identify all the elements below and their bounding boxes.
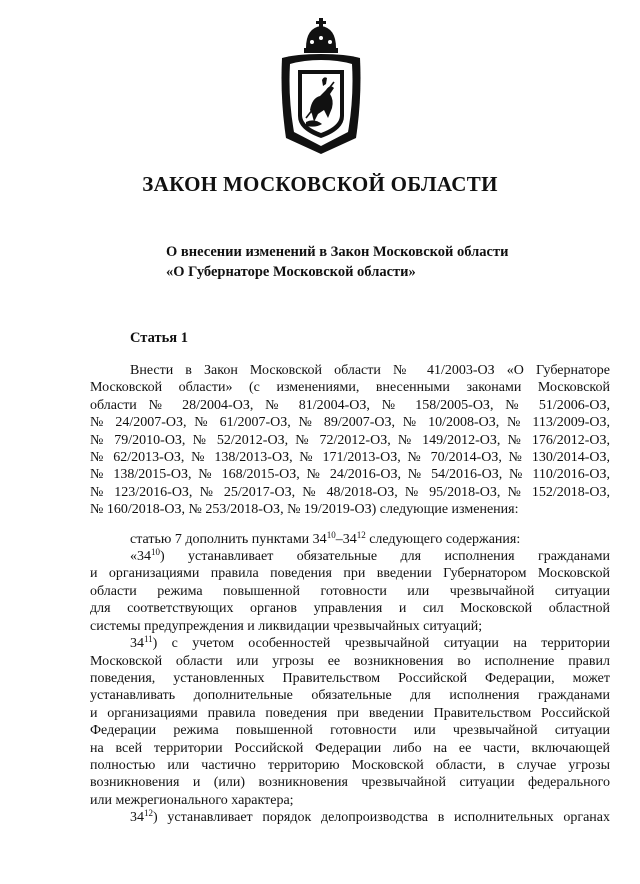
text-line: и организациями правила поведения при введении Губернатором Московской (90, 566, 610, 582)
text-line: Внести в Закон Московской области № 41/2003-ОЗ «О Губернаторе (130, 363, 610, 378)
text-fragment: следующего содержания: (365, 531, 521, 547)
text-line: № 79/2010-ОЗ, № 52/2012-ОЗ, № 72/2012-ОЗ, № 149/2012-ОЗ, № 176/2012-ОЗ, (90, 432, 610, 448)
text-fragment: –34 (335, 531, 357, 547)
text-line: на всей территории Российской Федерации либо на ее части, включающей (90, 740, 610, 756)
text-line: № 123/2016-ОЗ, № 25/2017-ОЗ, № 48/2018-ОЗ, № 95/2018-ОЗ, № 152/2018-ОЗ, (90, 484, 610, 500)
text-line: № 138/2015-ОЗ, № 168/2015-ОЗ, № 24/2016-ОЗ, № 54/2016-ОЗ, № 110/2016-ОЗ, (90, 467, 610, 483)
superscript: 12 (144, 808, 153, 819)
text-line (90, 531, 610, 548)
text-line: № 160/2018-ОЗ, № 253/2018-ОЗ, № 19/2019-ОЗ) следующие изменения: (90, 502, 519, 518)
article-heading: Статья 1 (130, 330, 188, 346)
text-fragment: статью 7 дополнить пунктами 34 (130, 531, 327, 547)
text-line: и организациями правила поведения при введении Правительством Российской (90, 705, 610, 721)
superscript: 11 (144, 634, 153, 645)
text-line: области № 28/2004-ОЗ, № 81/2004-ОЗ, № 158/2005-ОЗ, № 51/2006-ОЗ, (90, 397, 610, 413)
text-fragment: ) устанавливает обязательные для исполнения гражданами (160, 549, 610, 565)
text-line: или межрегионального характера; (90, 792, 294, 808)
text-line: Московской области» (с изменениями, внесенными законами Московской (90, 380, 610, 396)
text-line: Федерации режима повышенной готовности или чрезвычайной ситуации (90, 723, 610, 739)
text-line: системы предупреждения и ликвидации чрезвычайных ситуаций; (90, 618, 483, 634)
text-line: полностью или частично территорию Московской области, в случае угрозы (90, 757, 610, 773)
subtitle-line: О внесении изменений в Закон Московской области (166, 244, 509, 260)
text-line: области режима повышенной готовности или чрезвычайной ситуации (90, 583, 610, 599)
text-fragment: ) с учетом особенностей чрезвычайной ситуации на территории (152, 636, 610, 652)
text-line: поведения, установленных Правительством Российской Федерации, может (90, 670, 610, 686)
text-fragment: «34 (130, 549, 151, 565)
text-line: № 24/2007-ОЗ, № 61/2007-ОЗ, № 89/2007-ОЗ, № 10/2008-ОЗ, № 113/2009-ОЗ, (90, 415, 610, 431)
text-line: возникновения и (или) возникновения чрезвычайной ситуации федерального (90, 775, 610, 791)
subtitle-line: «О Губернаторе Московской области» (166, 264, 416, 280)
law-title: ЗАКОН МОСКОВСКОЙ ОБЛАСТИ (142, 172, 498, 196)
text-line (90, 548, 610, 565)
text-line: № 62/2013-ОЗ, № 138/2013-ОЗ, № 171/2013-ОЗ, № 70/2014-ОЗ, № 130/2014-ОЗ, (90, 450, 610, 466)
text-line (90, 635, 610, 652)
text-line (90, 809, 610, 826)
text-line: устанавливать дополнительные обязательные для исполнения гражданами (90, 688, 610, 704)
superscript: 12 (356, 529, 366, 540)
text-fragment: 34 (130, 810, 144, 826)
article-body (90, 362, 610, 827)
superscript: 10 (326, 529, 336, 540)
text-line: для соответствующих органов управления и сил Московской областной (90, 601, 610, 617)
moscow-oblast-coat-of-arms-icon (276, 18, 366, 156)
law-subtitle (166, 242, 606, 282)
text-fragment: ) устанавливает порядок делопроизводства в исполнительных органах (153, 810, 610, 826)
superscript: 10 (151, 547, 160, 558)
paragraph-gap (90, 519, 610, 531)
text-line: Московской области или угрозы ее возникновения во исполнение правил (90, 653, 610, 669)
text-fragment: 34 (130, 636, 144, 652)
